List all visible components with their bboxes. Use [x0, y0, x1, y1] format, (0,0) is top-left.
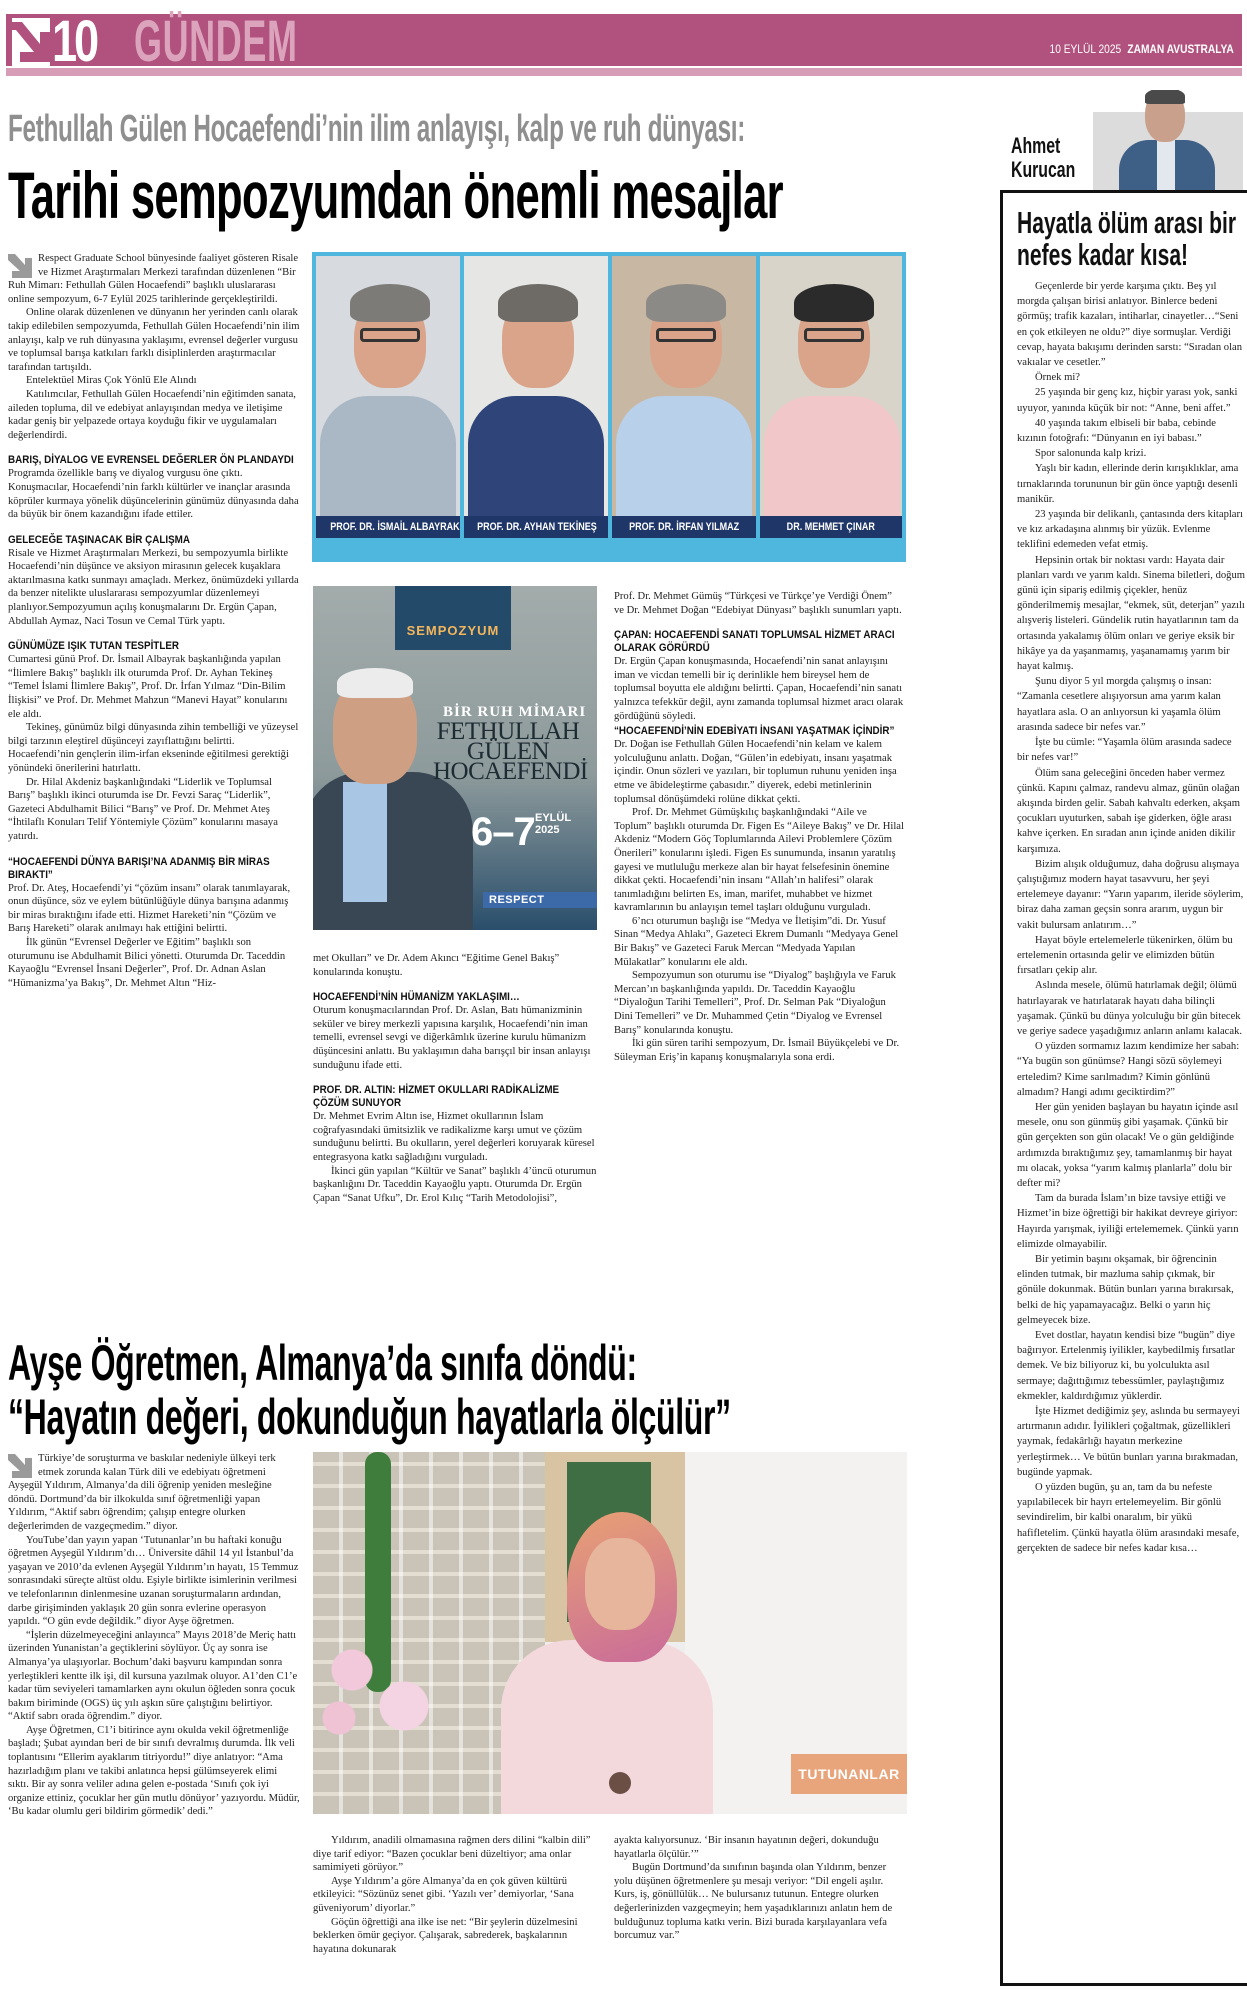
paragraph: Cumartesi günü Prof. Dr. İsmail Albayrak başkanlığında yapılan “İlimlere Bakış” başlıklı ilk oturumda Prof. Dr. Ayhan Tekineş “Temel İslami İlimlere Bakış”, Prof. Dr. İrfan Yılmaz “Din-Bilim İlişkisi” ve Prof. Dr. Mehmet Mahzun “Manevi Hayat” konularını ele aldı.: [8, 654, 288, 720]
column-paragraph: 40 yaşında takım elbiseli bir baba, cebinde kızının fotoğrafı: “Dünyanın en iyi babası.”: [1017, 417, 1216, 445]
speaker-name: DR. MEHMET ÇINAR: [786, 521, 876, 533]
publication-name: ZAMAN AVUSTRALYA: [1127, 42, 1234, 56]
speaker-panel: [464, 256, 608, 538]
paragraph: Dr. Ergün Çapan konuşmasında, Hocaefendi’nin sanat anlayışını iman ve vicdan temelli bir iç derinlikle hem bireysel hem de toplumsal boyutta ele aldığını belirtti. Çapan, Hocaefendi’nin sanatı yalnızca tefekkür değil, aynı zamanda toplumsal hizmet aracı olarak gördüğünü söyledi.: [614, 656, 904, 722]
paragraph: Online olarak düzenlenen ve dünyanın her yerinden canlı olarak takip edilebilen sempozyumda, Fethullah Gülen Hocaefendi’nin ilim anlayışı, kalp ve ruh dünyasına yaklaşımı, evrensel değerler vurgusu ve toplumsal barışa katkıları farklı disiplinlerden araştırmacılar tarafından tartışıldı.: [8, 307, 300, 373]
column-paragraph: İşte bu cümle: “Yaşamla ölüm arasında sadece bir nefes var!”: [1017, 737, 1232, 764]
opinion-column: [1000, 190, 1247, 1986]
issue-date: 10 EYLÜL 2025: [1049, 42, 1122, 56]
article2-column-3: [614, 1834, 904, 1943]
column-paragraph: Ölüm sana geleceğini önceden haber vermez çünkü. Kapını çalmaz, randevu almaz, günün olağan akışında birden gelir. Sabah kahvaltı ederken, akşam çocukları uyuturken, sabah işe giderken, öğle arası kahve içerken. En sıradan anın içinde aniden dikilir karşımıza.: [1017, 767, 1240, 855]
paragraph: Risale ve Hizmet Araştırmaları Merkezi, bu sempozyumla birlikte Hocaefendi’nin düşünce ve aksiyon mirasının gelecek kuşaklara aktarılmasına katkı sunmayı amaçladı. Merkez, önümüzdeki yıllarda da benzer nitelikte uluslararası sempozyumlar düzenlemeyi planlıyor.Sempozyumun açılış konuşmalarını Dr. Ergün Çapan, Abdullah Aymaz, Naci Tosun ve Cemal Türk yaptı.: [8, 547, 299, 627]
column-paragraph: İşte Hizmet dediğimiz şey, aslında bu sermayeyi artırmanın adıdır. İyilikleri çoğaltmak, güzellikleri yaymak, fedakârlığı hayatın merkezine yerleştirmek… Ve bütün bunları yarına bırakmadan, bugünde yapmak.: [1017, 1406, 1240, 1478]
column-body: [1017, 279, 1245, 1556]
issue-info: [1050, 42, 1234, 56]
column-paragraph: Örnek mi?: [1035, 372, 1081, 384]
section-title: GÜNDEM: [134, 9, 298, 74]
masthead: [6, 9, 1242, 78]
paragraph: Entelektüel Miras Çok Yönlü Ele Alındı: [26, 375, 197, 387]
article1-column-2: [313, 952, 597, 1205]
paragraph: Bugün Dortmund’da sınıfının başında olan Yıldırım, benzer yolu düşünen öğretmenlere şu mesajı veriyor: “Dil engeli aşılır. Kurs, iş, gönüllülük… Ne bulursanız tutunun. Entegre olurken değerlerinizden vazgeçmeyin; hem yaşadıklarınızı anlatın hem de bulduğunuz topluma katkı verin. Bizi burada karşılayanlara vefa borcumuz var.”: [614, 1862, 893, 1942]
column-paragraph: Spor salonunda kalp krizi.: [1035, 448, 1147, 460]
columnist-photo: [1093, 90, 1243, 190]
teacher-photo: [313, 1452, 907, 1814]
paragraph: Oturum konuşmacılarından Prof. Dr. Aslan, Batı hümanizminin seküler ve birey merkezli yapısına karşılık, Hocaefendi’nin iman temelli, evrensel sevgi ve diğerkâmlık üzerine kurulu hümanizm düşüncesini anlattı. Bu yaklaşımın daha barışçıl bir insan anlayışı sunduğunu ifade etti.: [313, 1005, 591, 1071]
paragraph: İlk günün “Evrensel Değerler ve Eğitim” başlıklı son oturumunu ise Abdulhamit Bilici yönetti. Oturumda Dr. Taceddin Kayaoğlu “Evrensel İnsani Değerler”, Prof. Dr. Adnan Aslan “Hümanizma’ya Bakış”, Dr. Mehmet Altın “Hiz-: [8, 936, 286, 989]
subheading: GÜNÜMÜZE IŞIK TUTAN TESPİTLER: [8, 640, 180, 653]
column-paragraph: Tam da burada İslam’ın bize tavsiye ettiği ve Hizmet’in bize öğrettiği bir hakikat devreye giriyor: Hayırda yarışmak, iyiliği ertelememek. Çünkü yarın elimizde olmayabilir.: [1017, 1193, 1239, 1250]
column-paragraph: Hayat böyle ertelemelerle tükenirken, ölüm bu ertelemenin ortasında gelir ve elimizden bütün fırsatları çekip alır.: [1017, 934, 1233, 977]
speakers-photo-strip: [312, 252, 906, 562]
speaker-name: PROF. DR. İRFAN YILMAZ: [628, 521, 740, 533]
column-paragraph: O yüzden bugün, şu an, tam da bu nefeste yapılabilecek bir hayrı ertelemeyelim. Bir gönlü sevindirelim, bir kalbi onaralım, bir yükü hafifletelim. Çünkü hayatla ölüm arasındaki mesafe, gerçekten de sadece bir nefes kadar kısa…: [1017, 1482, 1240, 1554]
column-paragraph: 25 yaşında bir genç kız, hiçbir yarası yok, sanki uyuyor, yanında küçük bir not: “Anne, beni affet.”: [1017, 387, 1238, 414]
arrow-down-right-icon: [12, 18, 50, 66]
paragraph: YouTube’dan yayın yapan ‘Tutunanlar’ın bu haftaki konuğu öğretmen Ayşegül Yıldırım’dı… Üniversite dâhil 14 yıl İstanbul’da yaşayan ve 2010’da evlenen Ayşegül Yıldırım’ın hayatı, 15 Temmuz sonrasındaki süreçte altüst oldu. Eşiyle birlikte isimlerinin verilmesi ve telefonlarının dinlenmesine uzanan soruşturmaların ardından, darbe girişiminden yaklaşık 20 gün sonra evlerine operasyon yapıldı. “O gün evde değildik.” diyor Ayşe öğretmen.: [8, 1534, 299, 1628]
poster-tag: SEMPOZYUM: [395, 586, 511, 650]
subheading: GELECEĞE TAŞINACAK BİR ÇALIŞMA: [8, 533, 190, 546]
paragraph: “İşlerin düzelmeyeceğini anlayınca” Mayıs 2018’de Meriç hattı üzerinden Yunanistan’a geçtiklerini söylüyor. Üç ay sonra ise Almanya’ya ulaşıyorlar. Bochum’daki başvuru kampından sonra yerleştikleri kentte ilk işi, dil kursuna yazılmak oluyor. A1’den C1’e kadar tüm seviyeleri tamamlarken aynı okulun öğleden sonra çocuk bakım biriminde (OGS) üç yılı aşkın süre çalıştığını belirtiyor. “Aktif sabrı orada öğrendim.” diyor.: [8, 1629, 298, 1723]
poster-title: FETHULLAH GÜLEN HOCAEFENDİ: [433, 718, 588, 785]
column-paragraph: 23 yaşında bir delikanlı, çantasında ders kitapları ve kız arkadaşına alınmış bir yüzük. Evlenme teklifini edemeden vefat etmiş.: [1017, 509, 1243, 551]
column-paragraph: Evet dostlar, hayatın kendisi bize “bugün” diye bağırıyor. Ertelenmiş iyilikler, kaybedilmiş fırsatlar demek. Ve biz biliyoruz ki, bu yolculukta asıl sermaye; dağıttığımız tebessümler, paylaştığımız ekmekler, kaldırdığımız yüklerdir.: [1017, 1330, 1235, 1402]
arrow-down-right-icon: [8, 1454, 32, 1478]
speaker-name: PROF. DR. AYHAN TEKİNEŞ: [477, 521, 597, 533]
column-paragraph: Aslında mesele, ölümü hatırlamak değil; ölümü hatırlayarak ve hatırlatarak hayatı daha bilinçli yaşamak. Çünkü bu dünya yolculuğu bir gün bitecek ve geriye sadece yaşadığımız anların anlamı kalacak.: [1017, 980, 1243, 1037]
speaker-name: PROF. DR. İSMAİL ALBAYRAK: [330, 521, 460, 533]
paragraph: Tekineş, günümüz bilgi dünyasında zihin tembelliği ve yüzeysel bilgi tarzının eleştirel düşünceyi zayıflattığını belirtti. Hocaefendi’nin gençlerin ilim-irfan ekseninde eğitilmesi gerektiği yönündeki önerilerini hatırlattı.: [8, 722, 299, 774]
column-paragraph: Her gün yeniden başlayan bu hayatın içinde asıl mesele, onu son günmüş gibi yaşamak. Çünkü bir gün gerçekten son gün olacak! Ve o gün geldiğinde ardımızda bıraktığımız şey, tamamlanmış bir hayat mı olacak, yoksa “yarım kalmış planlarla” dolu bir defter mi?: [1017, 1101, 1239, 1189]
column-paragraph: Geçenlerde bir yerde karşıma çıktı. Beş yıl morgda çalışan birisi anlatıyor. Binlerce bedeni görmüş; trafik kazaları, intiharlar, cinayetler…“Seni en çok etkileyen ne oldu?” diye sormuşlar. Verdiği cevap, hayata bakışımı derinden sarstı: “Sıradan olan vakıalar ve cesetler.”: [1017, 281, 1243, 369]
subheading: HOCAEFENDİ’NİN HÜMANİZM YAKLAŞIMI…: [313, 991, 520, 1004]
article1-column-3: [614, 590, 904, 1064]
paragraph: Prof. Dr. Mehmet Gümüş “Türkçesi ve Türkçe’ye Verdiği Önem” ve Dr. Mehmet Doğan “Edebiyat Dünyası” başlıklı sunumları yaptı.: [614, 591, 902, 616]
article-headline: Tarihi sempozyumdan önemli mesajlar: [8, 158, 783, 232]
paragraph: met Okulları” ve Dr. Adem Akıncı “Eğitime Genel Bakış” konularında konuştu.: [313, 953, 560, 978]
article-kicker: Fethullah Gülen Hocaefendi’nin ilim anlayışı, kalp ve ruh dünyası:: [8, 108, 746, 150]
paragraph: Ayşe Öğretmen, C1’i bitirince aynı okulda vekil öğretmenliğe başladı; Şubat ayından beri de bir sınıfı devralmış durumda. İlk veli toplantısını “Ellerim ayaklarım titriyordu!” diye anlatıyor: “Ama hazırladığım planı ve takibi anlatınca hepsi gülümseyerek elimi sıktı. Bir ay sonra veliler adına gelen e-postada ‘Sınıfı çok iyi organize ettiniz, çocuklar her gün mutlu dönüyor’ yazıyordu. Müdür, ‘Bu kadar olumlu geri bildirim görmedik’ dedi.”: [8, 1724, 300, 1818]
subheading: “HOCAEFENDİ’NİN EDEBİYATI İNSANI YAŞATMAK İÇİNDİR”: [614, 725, 895, 738]
speaker-panel: [612, 256, 756, 538]
paragraph: ayakta kalıyorsunuz. ‘Bir insanın hayatının değeri, dokunduğu hayatlarla ölçülür.’”: [614, 1835, 879, 1860]
article-intro: Respect Graduate School bünyesinde faaliyet gösteren Risale ve Hizmet Araştırmaları Merkezi tarafından düzenlenen “Bir Ruh Mimarı: Fethullah Gülen Hocaefendi” başlıklı uluslararası online sempozyum, 6-7 Eylül 2025 tarihlerinde gerçekleştirildi.: [8, 253, 299, 305]
paragraph: Göçün öğrettiği ana ilke ise net: “Bir şeylerin düzelmesini beklerken ömür geçiyor. Çalışarak, sabrederek, başkalarının hayatına dokunarak: [313, 1916, 578, 1955]
poster-brand: RESPECT: [483, 892, 597, 908]
poster-subtitle: BİR RUH MİMARI: [443, 704, 587, 720]
column-paragraph: Şunu diyor 5 yıl morgda çalışmış o insan: “Zamanla cesetlere alışıyorsun ama yarım kalan hayatlara asla. O an anlıyorsun ki yaşamla ölüm arasında sadece bir nefes var.”: [1017, 676, 1221, 733]
column-paragraph: Hepsinin ortak bir noktası vardı: Hayata dair planları vardı ve yarım kaldı. Sinema biletleri, doğum günü için sipariş edilmiş çiçekler, henüz gönderilmemiş mesajlar, “ekmek, süt, deterjan” yazılı alışveriş listeleri. Gündelik rutin hayatlarının tam da ortasında yakalamış ölüm onları ve geriye eksik bir hikâye ya da yaşanmamış, yaşanamamış yarım bir hayat kalmış.: [1017, 554, 1245, 673]
subheading: PROF. DR. ALTIN: HİZMET OKULLARI RADİKALİZME ÇÖZÜM SUNUYOR: [313, 1084, 560, 1110]
speaker-panel: [316, 256, 460, 538]
paragraph: Dr. Hilal Akdeniz başkanlığındaki “Liderlik ve Toplumsal Barış” başlıklı ikinci oturumda ise Dr. Fevzi Saraç “Liderlik”, Gazeteci Abdulhamit Bilici “Barış” ve Prof. Dr. Mehmet Ateş “İhtilaflı Konuları Telif Yöntemiyle Çözüm” konularını masaya yatırdı.: [8, 776, 278, 842]
columnist-header: [1003, 90, 1243, 190]
arrow-down-right-icon: [8, 254, 32, 278]
paragraph: Prof. Dr. Ateş, Hocaefendi’yi “çözüm insanı” olarak tanımlayarak, onun düşünce, söz ve eylem bütünlüğüyle dünya barışına adanmış bir miras bıraktığını ifade etti. Hizmet Hareketi’nin “Çözüm ve Barış Hareketi” olarak anılmayı hak ettiğini belirtti.: [8, 882, 291, 935]
column-paragraph: Yaşlı bir kadın, ellerinde derin kırışıklıklar, ama tırnaklarında torununun bir gün önce yaptığı desenli manikür.: [1017, 463, 1239, 505]
paragraph: Programda özellikle barış ve diyalog vurgusu öne çıktı. Konuşmacılar, Hocaefendi’nin farklı kültürler ve inançlar arasında köprüler kurmaya yönelik düşüncelerinin günümüz dünyasında daha da büyük bir önem kazandığını ifade ettiler.: [8, 468, 299, 521]
column-paragraph: O yüzden sormamız lazım kendimize her sabah: “Ya bugün son günümse? Hangi sözü söylemeyi erteledim? Kime sarılmadım? Kimin gönlünü almadım? Hangi adımı geciktirdim?”: [1017, 1041, 1240, 1098]
column-paragraph: Bizim alışık olduğumuz, daha doğrusu alışmaya çalıştığımız modern hayat tasavvuru, her şeyi ertelemeye dayanır: “Yarın yaparım, ileride söylerim, biraz daha zaman geçsin sonra ararım, uygun bir vakit bulursam anlatırım…”: [1017, 858, 1244, 931]
paragraph: Prof. Dr. Mehmet Gümüşkılıç başkanlığındaki “Aile ve Toplum” başlıklı oturumda Dr. Figen Es “Aileye Bakış” ve Dr. Hilal Akdeniz “Modern Göç Toplumlarında Ailevi Problemlere Çözüm Önerileri” konularını işledi. Figen Es sunumunda, insanın yaratılış gayesi ve mutluluğu merkeze alan bir hayat felsefesinin önemine dikkat çekti. Hocaefendi’nin insanı “Allah’ın halifesi” olarak tanımladığını belirten Es, iman, marifet, muhabbet ve hizmet kavramlarının bu anlayışın temel taşları olduğunu vurguladı.: [614, 807, 904, 914]
subheading: “HOCAEFENDİ DÜNYA BARIŞI’NA ADANMIŞ BİR MİRAS BIRAKTI”: [8, 855, 270, 881]
article2-column-1: [8, 1452, 300, 1819]
poster-month-year: EYLÜL 2025: [535, 812, 572, 836]
column-title: Hayatla ölüm arası bir nefes kadar kısa!: [1017, 205, 1237, 272]
paragraph: 6’ncı oturumun başlığı ise “Medya ve İletişim”di. Dr. Yusuf Sinan “Medya Ahlakı”, Gazeteci Ekrem Dumanlı “Medyaya Genel Bir Bakış” ve Gazeteci Faruk Mercan “Medyada Yapılan Mülakatlar” konularını ele aldı.: [614, 915, 899, 968]
paragraph: Ayşe Yıldırım’a göre Almanya’da en çok güven kültürü etkileyici: “Sözünüz senet gibi. ‘Yazılı ver’ demiyorlar, ‘Sana güveniyorum’ diyorlar.”: [313, 1875, 574, 1914]
photo-source-badge: TUTUNANLAR: [791, 1754, 907, 1794]
paragraph: Katılımcılar, Fethullah Gülen Hocaefendi’nin eğitimden sanata, aileden topluma, dil ve edebiyat anlayışından medya ve iletişime kadar geniş bir yelpazede ortaya koyduğu fikir ve uygulamaları değerlendirdi.: [8, 388, 296, 441]
columnist-name: Ahmet Kurucan: [1011, 133, 1076, 182]
article2-column-2: [313, 1834, 597, 1956]
article2-headline: Ayşe Öğretmen, Almanya’da sınıfa döndü: “Hayatın değeri, dokunduğun hayatlarla ölçülür”: [8, 1335, 731, 1445]
poster-dates: 6–7: [471, 810, 535, 854]
column-paragraph: Bir yetimin başını okşamak, bir öğrencinin elinden tutmak, bir mazluma sahip çıkmak, bir gönüle dokunmak. Bütün bunları yarına bırakırsak, belki de hiç yapamayacağız. Belki o yarın hiç gelmeyecek bize.: [1017, 1254, 1234, 1326]
paragraph: Dr. Mehmet Evrim Altın ise, Hizmet okullarının İslam coğrafyasındaki ümitsizlik ve radikalizme karşı umut ve çözüm sunduğunu belirtti. Bu okulların, yerel değerleri koruyarak küresel entegrasyona katkı sağladığını vurguladı.: [313, 1111, 595, 1163]
subheading: ÇAPAN: HOCAEFENDİ SANATI TOPLUMSAL HİZMET ARACI OLARAK GÖRÜRDÜ: [614, 629, 895, 655]
article-intro: Türkiye’de soruşturma ve baskılar nedeniyle ülkeyi terk etmek zorunda kalan Türk dili ve edebiyatı öğretmeni Ayşegül Yıldırım, Almanya’da dili öğrenip yeniden mesleğine döndü. Dortmund’da bir ilkokulda sınıf öğretmenliği yapan Yıldırım, “Aktif sabrı öğrendim; çalışıp entegre olurken değerlerimden de vazgeçmedim.” diyor.: [8, 1453, 276, 1532]
paragraph: Yıldırım, anadili olmamasına rağmen ders dilini “kalbin dili” diye tarif ediyor: “Bazen çocuklar beni düzeltiyor; ama onlar samimiyeti görüyor.”: [313, 1835, 591, 1874]
speaker-panel: [760, 256, 902, 538]
subheading: BARIŞ, DİYALOG VE EVRENSEL DEĞERLER ÖN PLANDAYDI: [8, 454, 294, 467]
article1-column-1: [8, 252, 300, 990]
paragraph: Sempozyumun son oturumu ise “Diyalog” başlığıyla ve Faruk Mercan’ın başkanlığında yapıldı. Dr. Taceddin Kayaoğlu “Diyaloğun Tarihi Temelleri”, Prof. Dr. Selman Pak “Diyaloğun Dini Temelleri” ve Dr. Muhammed Çetin “Diyalog ve Evrensel Barış” konularında konuştu.: [614, 970, 896, 1036]
paragraph: Dr. Doğan ise Fethullah Gülen Hocaefendi’nin kelam ve kalem yolculuğunu anlattı. Doğan, “Gülen’in edebiyatı, insanı yaşatmak içindir. Onun sözleri ve yazıları, bir toplumun ruhunu yeniden inşa etme ve âbideleştirme çabasıdır.” diyerek, edebi metinlerinin toplumsal dönüşümdeki rolüne dikkat çekti.: [614, 739, 897, 805]
paragraph: İkinci gün yapılan “Kültür ve Sanat” başlıklı 4’üncü oturumun başkanlığını Dr. Taceddin Kayaoğlu yaptı. Oturumda Dr. Ergün Çapan “Sanat Ufku”, Dr. Erol Kılıç “Tarih Metodolojisi”,: [313, 1165, 597, 1204]
symposium-poster: [313, 586, 597, 930]
page-number: 10: [52, 9, 97, 74]
paragraph: İki gün süren tarihi sempozyum, Dr. İsmail Büyükçelebi ve Dr. Süleyman Eriş’in kapanış konuşmalarıyla sona erdi.: [614, 1038, 900, 1063]
